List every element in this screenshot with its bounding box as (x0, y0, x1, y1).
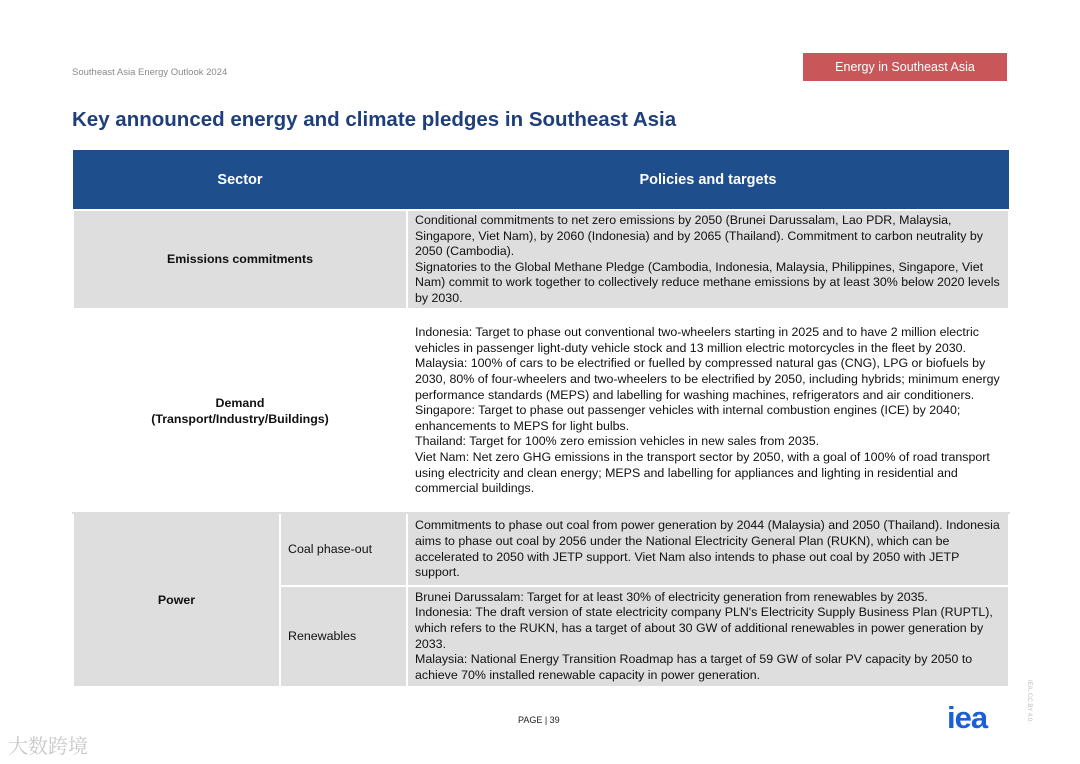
policy-cell (407, 210, 1009, 309)
policy-text: Viet Nam: Net zero GHG emissions in the transport sector by 2050, with a goal of 100% of road transport using electricity and clean energy; MEPS and labelling for appliances and lighting in residential and commercial buildings. (415, 450, 990, 496)
policy-cell (407, 586, 1009, 687)
column-header-sector: Sector (73, 150, 407, 210)
sector-cell: Emissions commitments (73, 210, 407, 309)
subsector-cell: Renewables (280, 586, 407, 687)
policy-cell (407, 513, 1009, 586)
policy-text: Indonesia: Target to phase out conventional two-wheelers starting in 2025 and to have 2 million electric vehicles in passenger light-duty vehicle stock and 13 million electric motorcycles in the fleet by 2030. (415, 325, 979, 355)
table-row (73, 513, 1009, 586)
policy-text: Thailand: Target for 100% zero emission vehicles in new sales from 2035. (415, 434, 820, 449)
policy-cell (407, 309, 1009, 513)
license-note: IEA. CC BY 4.0. (1026, 680, 1032, 723)
sector-label: Demand (215, 395, 265, 410)
policy-text: Signatories to the Global Methane Pledge (Cambodia, Indonesia, Malaysia, Philippines, Singapore, Viet Nam) commit to work together to collectively reduce methane emissions by at least 30% below 2020 levels by 2030. (415, 259, 1000, 305)
subsector-cell: Coal phase-out (280, 513, 407, 586)
watermark: 大数跨境 (8, 736, 88, 758)
sector-cell: Power (73, 513, 280, 687)
page-title: Key announced energy and climate pledges in Southeast Asia (72, 108, 677, 131)
policy-text: Brunei Darussalam: Target for at least 30% of electricity generation from renewables by 2035. (415, 589, 928, 604)
sector-sublabel: (Transport/Industry/Buildings) (151, 411, 329, 426)
sector-cell (73, 309, 407, 513)
policy-text: Commitments to phase out coal from power generation by 2044 (Malaysia) and 2050 (Thailand). Indonesia aims to phase out coal by 2056 under the National Electricity General Plan (RUKN), which can be accelerated to 2050 with JETP support. Viet Nam also intends to phase out coal by 2050 with JETP support. (415, 518, 1000, 580)
report-name: Southeast Asia Energy Outlook 2024 (72, 67, 228, 78)
policy-text: Conditional commitments to net zero emissions by 2050 (Brunei Darussalam, Lao PDR, Malaysia, Singapore, Viet Nam), by 2060 (Indonesia) and by 2065 (Thailand). Commitment to carbon neutrality by 2050 (Cambodia). (415, 213, 983, 259)
policy-text: Singapore: Target to phase out passenger vehicles with internal combustion engines (ICE) by 2040; enhancements to MEPS for light bulbs. (415, 403, 961, 433)
iea-logo: iea (947, 700, 988, 735)
pledges-table (72, 150, 1010, 688)
section-tag: Energy in Southeast Asia (803, 53, 1007, 81)
column-header-policies: Policies and targets (407, 150, 1009, 210)
policy-text: Malaysia: National Energy Transition Roadmap has a target of 59 GW of solar PV capacity by 2050 to achieve 70% installed renewable capacity in power generation. (415, 652, 973, 682)
table-row (73, 309, 1009, 513)
policy-text: Malaysia: 100% of cars to be electrified or fuelled by compressed natural gas (CNG), LPG or biofuels by 2030, 80% of four-wheelers and two-wheelers to be electrified by 2050, including hybrids; minimum energy performance standards (MEPS) and labelling for washing machines, refrigerators and air conditioners. (415, 356, 1000, 402)
table-row (73, 210, 1009, 309)
page-number: PAGE | 39 (518, 715, 560, 725)
policy-text: Indonesia: The draft version of state electricity company PLN's Electricity Supply Business Plan (RUPTL), which refers to the RUKN, has a target of about 30 GW of additional renewables in power generation by 2033. (415, 605, 993, 651)
